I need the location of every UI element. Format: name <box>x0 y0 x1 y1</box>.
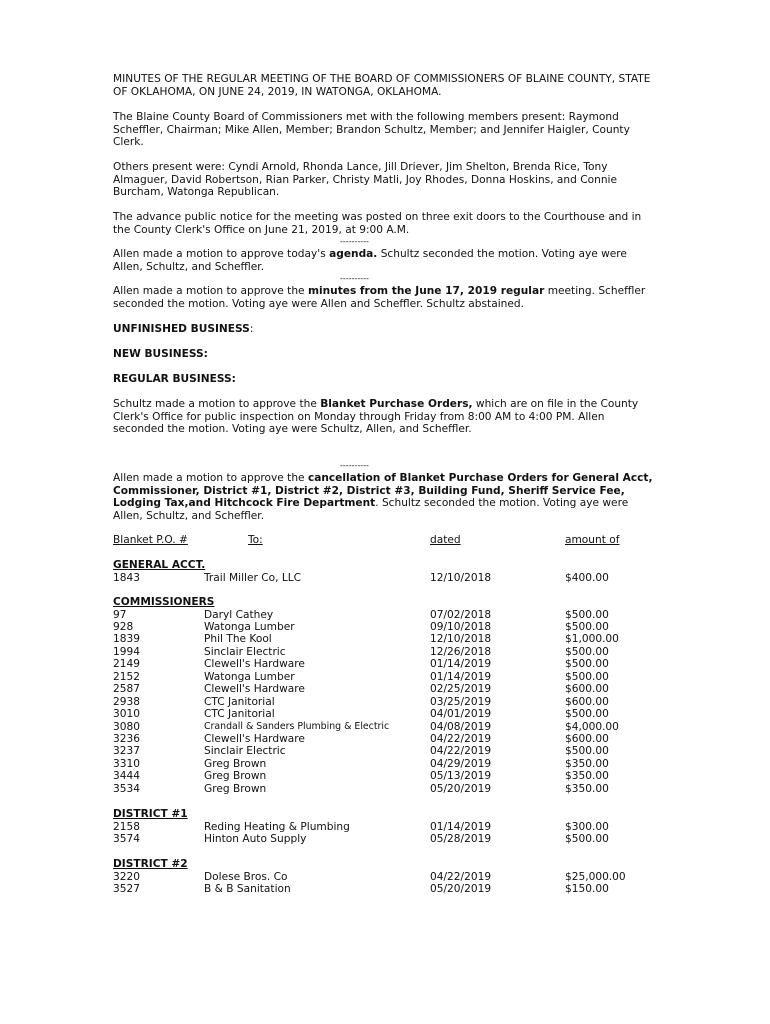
vendor-name: Trail Miller Co, LLC <box>204 571 302 584</box>
table-row <box>113 833 673 846</box>
amount: $500.00 <box>565 832 609 845</box>
po-number: 1843 <box>113 571 140 584</box>
vendor-name: Phil The Kool <box>204 633 272 646</box>
agenda-text-pre: Allen made a motion to approve today's <box>113 248 330 260</box>
amount: $600.00 <box>565 683 609 696</box>
po-number: 2938 <box>113 695 140 708</box>
section-heading: DISTRICT #2 <box>113 858 188 870</box>
table-row <box>113 658 673 671</box>
minutes-text-post: meeting. Scheffler seconded the motion. Voting aye were Allen and Scheffler. Schultz abstained. <box>113 285 646 310</box>
po-number: 3237 <box>113 745 140 758</box>
separator: ---------- <box>340 274 369 283</box>
date: 03/25/2019 <box>430 695 492 708</box>
separator: ---------- <box>340 461 369 470</box>
po-number: 3010 <box>113 708 140 721</box>
amount: $500.00 <box>565 608 609 621</box>
date: 01/14/2019 <box>430 658 492 671</box>
new-business-label: NEW BUSINESS: <box>113 348 208 360</box>
po-number: 2587 <box>113 683 140 696</box>
vendor-name: Reding Heating & Plumbing <box>204 820 350 833</box>
table-header <box>113 534 673 547</box>
cancellation-text-bold: cancellation of Blanket Purchase Orders for General Acct, Commissioner, District #1, District #2, District #3, Building Fund, Sheriff Service Fee, Lodging Tax,and Hitchcock Fire Department <box>113 472 653 510</box>
vendor-name: Greg Brown <box>204 757 267 770</box>
po-number: 2149 <box>113 658 140 671</box>
new-business-heading <box>113 348 658 361</box>
vendor-name: CTC Janitorial <box>204 695 275 708</box>
vendor-name: Hinton Auto Supply <box>204 832 307 845</box>
date: 05/13/2019 <box>430 770 492 783</box>
date: 04/29/2019 <box>430 757 492 770</box>
table-row <box>113 572 673 585</box>
po-number: 97 <box>113 608 127 621</box>
date: 07/02/2018 <box>430 608 492 621</box>
header-dated: dated <box>430 534 461 546</box>
po-number: 3534 <box>113 782 140 795</box>
po-number: 3220 <box>113 870 140 883</box>
vendor-name: Clewell's Hardware <box>204 658 305 671</box>
minutes-text-bold: minutes from the June 17, 2019 regular <box>307 285 545 297</box>
date: 04/22/2019 <box>430 733 492 745</box>
minutes-motion <box>113 285 658 310</box>
po-number: 3527 <box>113 882 140 895</box>
date: 04/22/2019 <box>430 870 492 883</box>
table-row <box>113 621 673 634</box>
vendor-name: Watonga Lumber <box>204 620 295 633</box>
amount: $500.00 <box>565 708 609 721</box>
po-number: 3310 <box>113 757 140 770</box>
regular-business-heading <box>113 373 658 386</box>
unfinished-business-colon: : <box>249 323 254 335</box>
cancellation-motion <box>113 472 658 522</box>
header-po: Blanket P.O. # <box>113 534 188 546</box>
table-row <box>113 671 673 684</box>
table-row <box>113 696 673 709</box>
vendor-name: B & B Sanitation <box>204 882 291 895</box>
blanket-text-post: which are on file in the County Clerk's Office for public inspection on Monday through Friday from 8:00 AM to 4:00 PM. Allen seconded the motion. Voting aye were Schultz, Allen, and Scheffler. <box>113 398 639 436</box>
po-number: 1994 <box>113 645 140 658</box>
amount: $500.00 <box>565 645 609 658</box>
date: 04/22/2019 <box>430 745 492 758</box>
po-number: 3236 <box>113 733 140 745</box>
amount: $500.00 <box>565 670 609 683</box>
cancellation-text-post: . Schultz seconded the motion. Voting aye were Allen, Schultz, and Scheffler. <box>113 497 629 522</box>
regular-business-label: REGULAR BUSINESS: <box>113 373 236 385</box>
vendor-name: Greg Brown <box>204 782 267 795</box>
section-heading: GENERAL ACCT. <box>113 559 206 571</box>
table-row <box>113 733 673 746</box>
amount: $500.00 <box>565 658 609 671</box>
cancellation-text-pre: Allen made a motion to approve the <box>113 472 308 484</box>
table-row <box>113 883 673 896</box>
amount: $1,000.00 <box>565 633 619 646</box>
date: 05/20/2019 <box>430 882 492 895</box>
date: 05/28/2019 <box>430 832 492 845</box>
section-heading: DISTRICT #1 <box>113 808 188 820</box>
table-row <box>113 633 673 646</box>
table-row <box>113 758 673 771</box>
po-number: 3574 <box>113 832 140 845</box>
vendor-name: Greg Brown <box>204 770 267 783</box>
minutes-title: MINUTES OF THE REGULAR MEETING OF THE BOARD OF COMMISSIONERS OF BLAINE COUNTY, STATE OF OKLAHOMA, ON JUNE 24, 2019, IN WATONGA, OKLAHOMA. <box>113 73 651 98</box>
unfinished-business-label: UNFINISHED BUSINESS <box>113 323 250 335</box>
blanket-po-motion <box>113 398 658 436</box>
table-row <box>113 683 673 696</box>
amount: $500.00 <box>565 620 609 633</box>
amount: $600.00 <box>565 733 609 745</box>
unfinished-business-heading <box>113 323 658 336</box>
table-row <box>113 821 673 834</box>
po-number: 3444 <box>113 770 140 783</box>
date: 12/26/2018 <box>430 645 492 658</box>
po-number: 3080 <box>113 720 140 733</box>
table-row <box>113 721 673 734</box>
header-amount: amount of <box>565 534 620 546</box>
separator: ---------- <box>340 237 369 246</box>
vendor-name: Dolese Bros. Co <box>204 870 288 883</box>
members-present-paragraph: The Blaine County Board of Commissioners met with the following members present: Raymond Scheffler, Chairman; Mike Allen, Member; Brandon Schultz, Member; and Jennifer Haigler, County Clerk. <box>113 111 630 149</box>
amount: $150.00 <box>565 882 609 895</box>
agenda-motion <box>113 248 658 273</box>
amount: $25,000.00 <box>565 870 626 883</box>
table-row <box>113 646 673 659</box>
section-heading: COMMISSIONERS <box>113 596 215 608</box>
date: 04/08/2019 <box>430 720 492 733</box>
table-row <box>113 783 673 796</box>
amount: $600.00 <box>565 695 609 708</box>
vendor-name: Watonga Lumber <box>204 670 295 683</box>
vendor-name: CTC Janitorial <box>204 708 275 721</box>
vendor-name: Sinclair Electric <box>204 645 286 658</box>
minutes-text-pre: Allen made a motion to approve the <box>113 285 308 297</box>
date: 01/14/2019 <box>430 820 492 833</box>
amount: $350.00 <box>565 782 609 795</box>
date: 04/01/2019 <box>430 708 492 721</box>
amount: $350.00 <box>565 770 609 783</box>
date: 05/20/2019 <box>430 782 492 795</box>
po-number: 2158 <box>113 820 140 833</box>
header-to: To: <box>248 534 263 546</box>
amount: $500.00 <box>565 745 609 758</box>
date: 09/10/2018 <box>430 620 492 633</box>
date: 12/10/2018 <box>430 571 492 584</box>
agenda-text-bold: agenda. <box>329 248 378 260</box>
table-row <box>113 871 673 884</box>
vendor-name: Daryl Cathey <box>204 608 274 621</box>
amount: $300.00 <box>565 820 609 833</box>
blanket-text-pre: Schultz made a motion to approve the <box>113 398 321 410</box>
vendor-name: Clewell's Hardware <box>204 683 305 696</box>
others-present-paragraph: Others present were: Cyndi Arnold, Rhonda Lance, Jill Driever, Jim Shelton, Brenda Rice, Tony Almaguer, David Robertson, Rian Parker, Christy Matli, Joy Rhodes, Donna Hoskins, and Connie Burcham, Watonga Republican. <box>113 161 617 199</box>
amount: $4,000.00 <box>565 720 619 733</box>
vendor-name: Sinclair Electric <box>204 745 286 758</box>
po-number: 1839 <box>113 633 140 646</box>
date: 02/25/2019 <box>430 683 492 696</box>
vendor-name: Clewell's Hardware <box>204 733 305 745</box>
table-row <box>113 745 673 758</box>
vendor-name: Crandall & Sanders Plumbing & Electric <box>204 720 390 732</box>
blanket-text-bold: Blanket Purchase Orders, <box>320 398 473 410</box>
amount: $350.00 <box>565 757 609 770</box>
table-row <box>113 770 673 783</box>
table-row <box>113 708 673 721</box>
agenda-text-post: Schultz seconded the motion. Voting aye were Allen, Schultz, and Scheffler. <box>113 248 627 273</box>
date: 01/14/2019 <box>430 670 492 683</box>
po-number: 2152 <box>113 670 140 683</box>
po-number: 928 <box>113 620 134 633</box>
table-row <box>113 609 673 622</box>
date: 12/10/2018 <box>430 633 492 646</box>
public-notice-paragraph: The advance public notice for the meeting was posted on three exit doors to the Courthouse and in the County Clerk's Office on June 21, 2019, at 9:00 A.M. <box>113 211 642 236</box>
amount: $400.00 <box>565 571 609 584</box>
